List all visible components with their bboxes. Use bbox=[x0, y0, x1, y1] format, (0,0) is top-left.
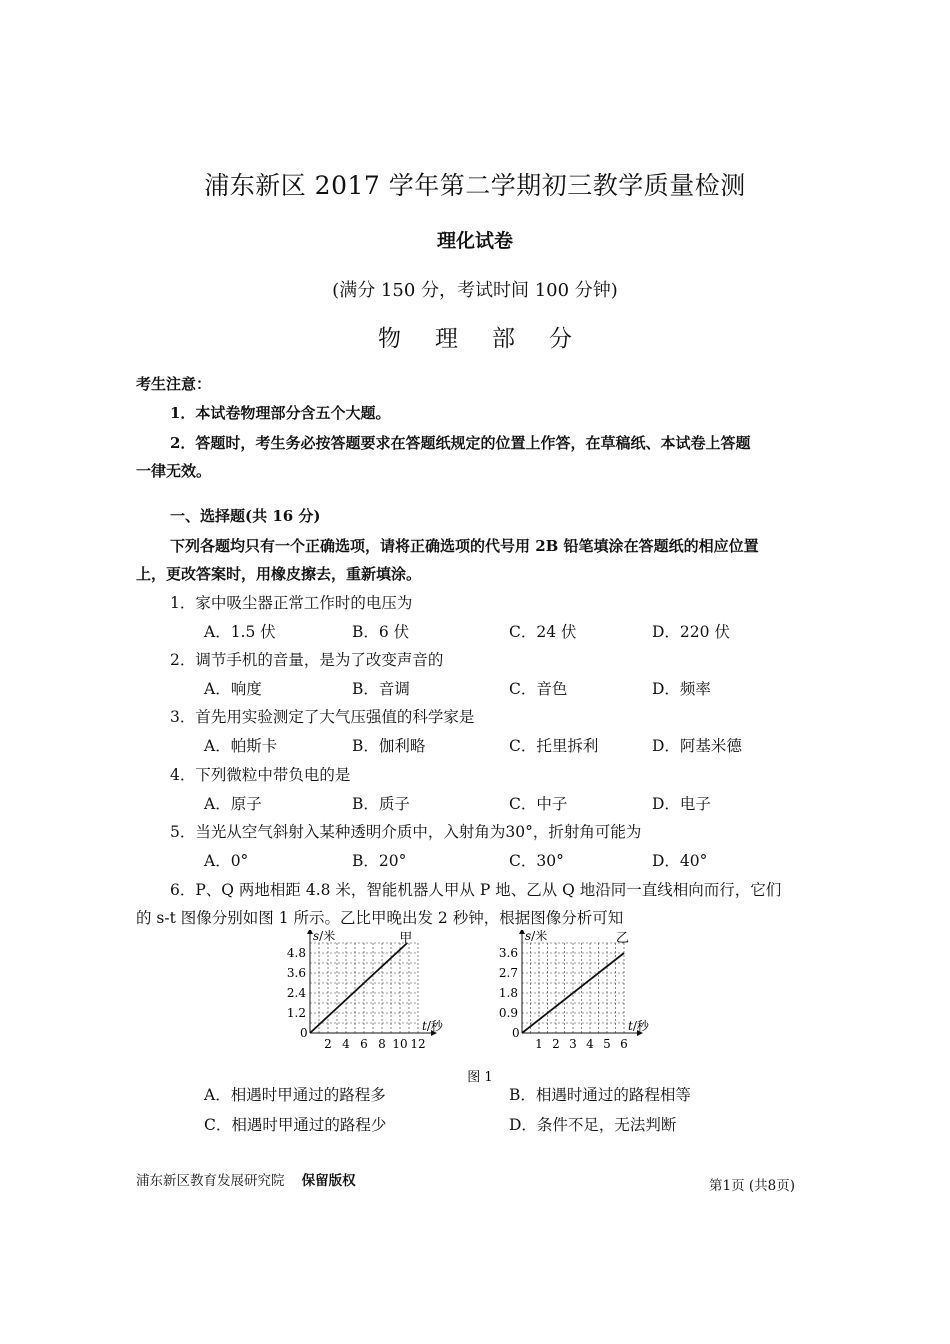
figure-1 bbox=[270, 930, 670, 1090]
option-d: D．40° bbox=[652, 852, 708, 870]
question-stem: 2．调节手机的音量，是为了改变声音的 bbox=[170, 651, 444, 669]
series-line bbox=[310, 943, 407, 1033]
option-a: A．相遇时甲通过的路程多 bbox=[204, 1086, 386, 1104]
question-stem: 3．首先用实验测定了大气压强值的科学家是 bbox=[170, 708, 475, 726]
y-tick-label: 2.4 bbox=[286, 986, 306, 1000]
x-tick-label: 2 bbox=[552, 1037, 560, 1051]
x-tick-label: 6 bbox=[620, 1037, 628, 1051]
option-b: B．音调 bbox=[352, 680, 410, 698]
option-d: D．频率 bbox=[652, 680, 711, 698]
option-a: A．0° bbox=[204, 852, 249, 870]
option-b: B．伽利略 bbox=[352, 737, 426, 755]
origin-label: 0 bbox=[512, 1026, 520, 1040]
y-axis-label: s/米 bbox=[525, 930, 548, 943]
y-tick-label: 0.9 bbox=[498, 1006, 518, 1020]
section-char: 分 bbox=[549, 326, 572, 352]
score-info: (满分 150 分，考试时间 100 分钟) bbox=[332, 280, 618, 301]
section-heading bbox=[0, 320, 950, 353]
question-stem-cont: 的 s-t 图像分别如图 1 所示。乙比甲晚出发 2 秒钟，根据图像分析可知 bbox=[136, 909, 624, 927]
option-b: B．相遇时通过的路程相等 bbox=[509, 1086, 691, 1104]
y-tick-label: 4.8 bbox=[286, 946, 306, 960]
y-tick-label: 3.6 bbox=[286, 966, 306, 980]
notice-item-1: 1．本试卷物理部分含五个大题。 bbox=[170, 404, 391, 422]
figure-caption: 图 1 bbox=[467, 1070, 493, 1085]
series-label: 甲 bbox=[399, 931, 413, 946]
option-a: A．1.5 伏 bbox=[204, 623, 276, 641]
series-label: 乙 bbox=[616, 931, 630, 946]
option-a: A．原子 bbox=[204, 795, 262, 813]
option-b: B．质子 bbox=[352, 795, 410, 813]
question-stem: 5．当光从空气斜射入某种透明介质中，入射角为30°，折射角可能为 bbox=[170, 823, 642, 841]
question-stem: 4．下列微粒中带负电的是 bbox=[170, 766, 351, 784]
y-axis-label: s/米 bbox=[313, 930, 336, 943]
option-c: C．托里拆利 bbox=[509, 737, 599, 755]
option-c: C．相遇时甲通过的路程少 bbox=[204, 1116, 387, 1134]
notice-heading: 考生注意： bbox=[136, 375, 212, 393]
x-axis-label: t/秒 bbox=[628, 1019, 649, 1033]
notice-item-2: 2．答题时，考生务必按答题要求在答题纸规定的位置上作答，在草稿纸、本试卷上答题 bbox=[170, 434, 751, 452]
x-tick-label: 1 bbox=[535, 1037, 543, 1051]
section-char: 理 bbox=[435, 326, 458, 352]
y-tick-label: 1.2 bbox=[286, 1006, 306, 1020]
option-a: A．响度 bbox=[204, 680, 262, 698]
option-d: D．电子 bbox=[652, 795, 711, 813]
x-tick-label: 10 bbox=[392, 1037, 408, 1051]
option-b: B．6 伏 bbox=[352, 623, 410, 641]
x-tick-label: 4 bbox=[342, 1037, 350, 1051]
option-c: C．中子 bbox=[509, 795, 568, 813]
footer-org bbox=[136, 1169, 356, 1189]
section-char: 物 bbox=[378, 326, 401, 352]
option-c: C．24 伏 bbox=[509, 623, 577, 641]
exam-subtitle: 理化试卷 bbox=[436, 230, 513, 252]
graph-jia bbox=[287, 930, 444, 1051]
footer-page-info: 第1页 (共8页) bbox=[709, 1178, 796, 1194]
part1-instructions: 下列各题均只有一个正确选项，请将正确选项的代号用 2B 铅笔填涂在答题纸的相应位置 bbox=[170, 537, 759, 555]
origin-label: 0 bbox=[300, 1026, 308, 1040]
section-char: 部 bbox=[492, 326, 515, 352]
x-tick-label: 12 bbox=[410, 1037, 426, 1051]
x-tick-label: 4 bbox=[586, 1037, 594, 1051]
y-tick-label: 3.6 bbox=[498, 946, 518, 960]
option-b: B．20° bbox=[352, 852, 407, 870]
question-stem: 1．家中吸尘器正常工作时的电压为 bbox=[170, 594, 413, 612]
y-tick-label: 2.7 bbox=[498, 966, 518, 980]
x-tick-label: 5 bbox=[603, 1037, 611, 1051]
x-tick-label: 8 bbox=[378, 1037, 386, 1051]
option-d: D．条件不足，无法判断 bbox=[509, 1116, 677, 1134]
footer-org-name: 浦东新区教育发展研究院 bbox=[136, 1173, 285, 1189]
part1-heading: 一、选择题(共 16 分) bbox=[170, 507, 321, 525]
x-tick-label: 2 bbox=[324, 1037, 332, 1051]
graph-yi bbox=[499, 930, 650, 1051]
option-d: D．220 伏 bbox=[652, 623, 730, 641]
exam-title: 浦东新区 2017 学年第二学期初三教学质量检测 bbox=[204, 171, 746, 200]
option-c: C．音色 bbox=[509, 680, 568, 698]
question-stem: 6．P、Q 两地相距 4.8 米，智能机器人甲从 P 地、乙从 Q 地沿同一直线相向而行，它们 bbox=[170, 881, 782, 899]
x-tick-label: 6 bbox=[360, 1037, 368, 1051]
x-axis-label: t/秒 bbox=[422, 1019, 443, 1033]
part1-instructions-cont: 上，更改答案时，用橡皮擦去，重新填涂。 bbox=[136, 565, 422, 583]
notice-item-2-cont: 一律无效。 bbox=[136, 462, 212, 480]
option-d: D．阿基米德 bbox=[652, 737, 742, 755]
y-tick-label: 1.8 bbox=[498, 986, 518, 1000]
footer-rights: 保留版权 bbox=[301, 1173, 356, 1189]
x-tick-label: 3 bbox=[569, 1037, 577, 1051]
option-c: C．30° bbox=[509, 852, 564, 870]
option-a: A．帕斯卡 bbox=[204, 737, 278, 755]
